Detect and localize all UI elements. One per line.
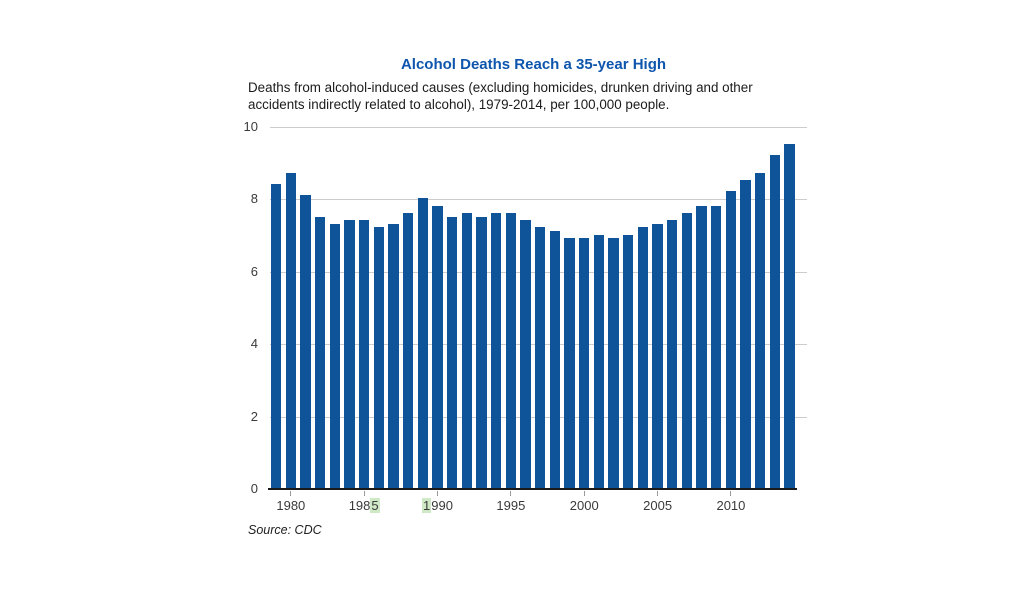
bar-1979: [271, 184, 281, 488]
bar-1994: [491, 213, 501, 488]
bar-1981: [300, 195, 310, 488]
bar-2008: [696, 206, 706, 488]
x-tick-2005: [657, 491, 658, 496]
x-tick-1980: [290, 491, 291, 496]
find-highlight: 1: [423, 498, 431, 513]
bar-2003: [623, 235, 633, 488]
bar-2000: [579, 238, 589, 488]
y-axis-labels: [230, 119, 264, 496]
x-axis-label-2000: 2000: [569, 498, 599, 513]
x-axis-label-2005: 2005: [643, 498, 673, 513]
x-axis-label-1980: 1980: [276, 498, 306, 513]
bar-1988: [403, 213, 413, 488]
bar-1980: [286, 173, 296, 488]
y-axis-label-6: 6: [250, 263, 258, 279]
x-tick-1995: [510, 491, 511, 496]
x-axis-label-1990: 1990: [423, 498, 453, 513]
y-axis-label-10: 10: [243, 119, 258, 134]
bar-2010: [726, 191, 736, 488]
x-axis: [270, 489, 797, 529]
bar-1983: [330, 224, 340, 488]
chart-subtitle-line2: accidents indirectly related to alcohol), 1979-2014, per 100,000 people.: [248, 96, 670, 112]
y-axis-label-0: 0: [250, 481, 258, 496]
bar-1993: [476, 217, 486, 489]
x-tick-1985: [364, 491, 365, 496]
x-axis-label-2010: 2010: [716, 498, 746, 513]
plot-area: [270, 127, 797, 489]
bar-1987: [388, 224, 398, 488]
y-axis-label-2: 2: [250, 408, 258, 424]
find-highlight: 5: [371, 498, 379, 513]
bar-2007: [682, 213, 692, 488]
source-note: Source: CDC: [248, 523, 322, 537]
bar-1986: [374, 227, 384, 488]
bar-2014: [784, 144, 794, 488]
x-tick-2000: [584, 491, 585, 496]
bar-2001: [594, 235, 604, 488]
x-axis-label-1985: 1985: [348, 498, 379, 513]
chart-subtitle-line1: Deaths from alcohol-induced causes (excluding homicides, drunken driving and other: [248, 80, 753, 95]
bar-1995: [506, 213, 516, 488]
bar-1985: [359, 220, 369, 488]
bar-2009: [711, 206, 721, 488]
bar-1984: [344, 220, 354, 488]
bar-1991: [447, 217, 457, 489]
x-tick-2010: [730, 491, 731, 496]
bar-2004: [638, 227, 648, 488]
bar-1990: [432, 206, 442, 488]
x-axis-label-1995: 1995: [496, 498, 526, 513]
x-tick-1990: [437, 491, 438, 496]
chart-subtitle: [248, 80, 848, 113]
bar-1992: [462, 213, 472, 488]
bar-1989: [418, 198, 428, 488]
bar-1982: [315, 217, 325, 489]
bar-2011: [740, 180, 750, 488]
y-axis-label-8: 8: [250, 191, 258, 207]
y-axis-label-4: 4: [250, 336, 258, 352]
chart-title: Alcohol Deaths Reach a 35-year High: [400, 56, 667, 73]
bar-2005: [652, 224, 662, 488]
bar-2012: [755, 173, 765, 488]
bar-1999: [564, 238, 574, 488]
bar-2006: [667, 220, 677, 488]
bar-1998: [550, 231, 560, 488]
gridline-10: [270, 127, 807, 128]
bar-1996: [520, 220, 530, 488]
x-axis-line: [268, 488, 797, 490]
bar-1997: [535, 227, 545, 488]
bar-2013: [770, 155, 780, 488]
bar-2002: [608, 238, 618, 488]
